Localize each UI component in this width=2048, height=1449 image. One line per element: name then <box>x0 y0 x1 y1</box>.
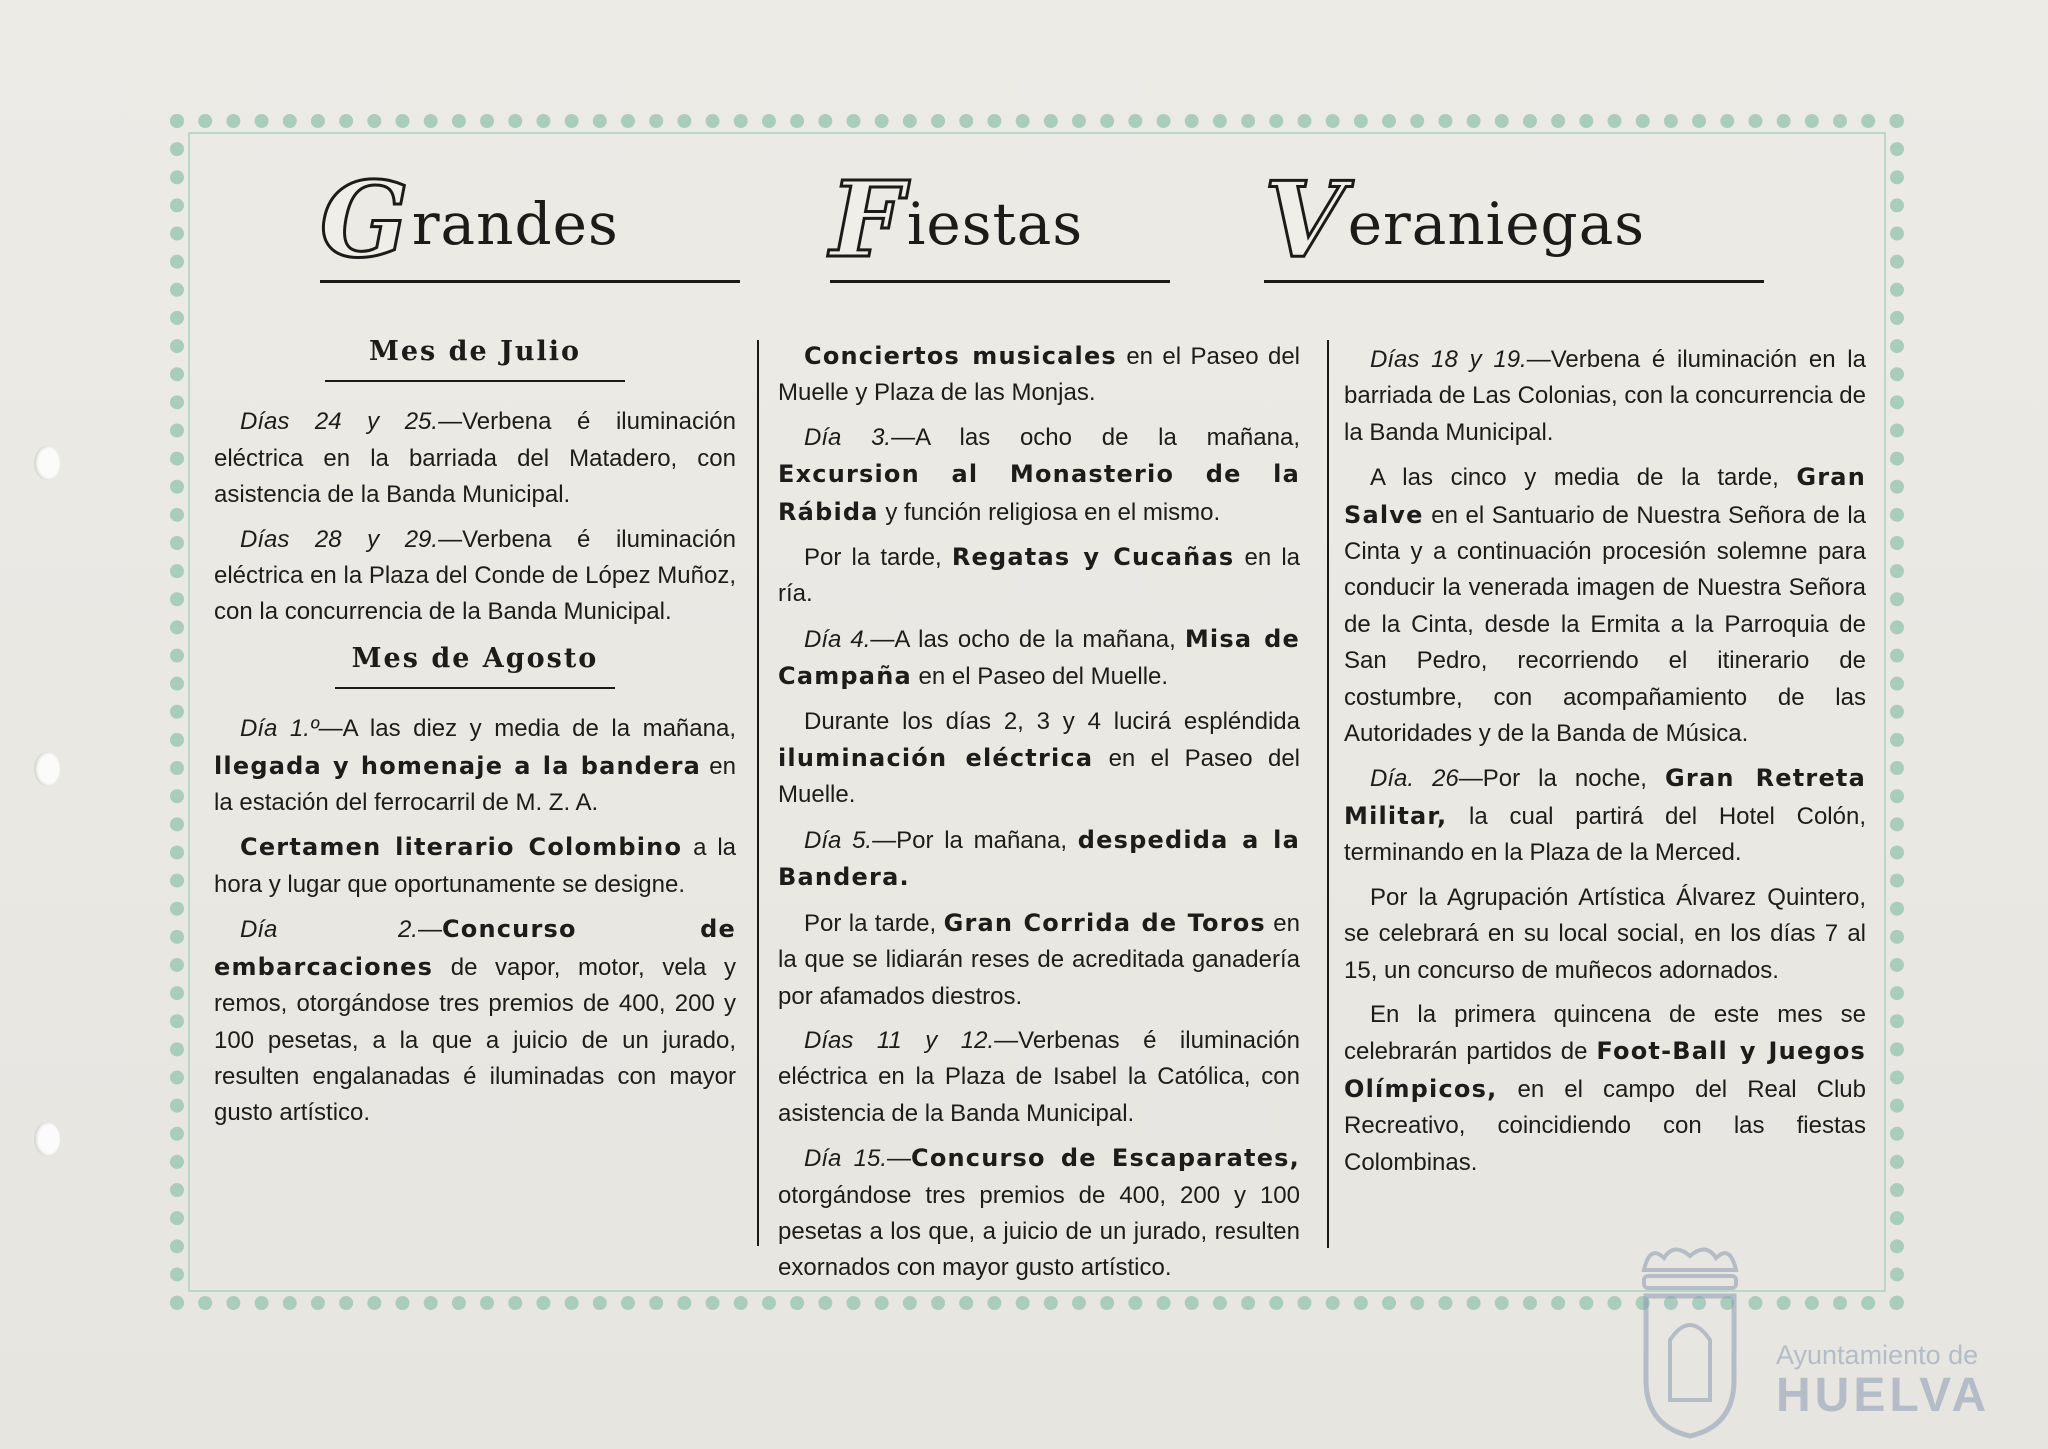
column-divider <box>757 340 759 1246</box>
title-word-grandes: Grandes <box>320 168 740 283</box>
paragraph: Por la Agrupación Artística Álvarez Quintero, se celebrará en su local social, en los días 7 al 15, un concurso de muñecos adornados. <box>1344 883 1866 984</box>
paragraph: Días 11 y 12.—Verbenas é iluminación eléctrica en la Plaza de Isabel la Católica, con asistencia de la Banda Municipal. <box>778 1026 1300 1127</box>
section-heading-julio: Mes de Julio <box>325 334 625 382</box>
paragraph: Días 18 y 19.—Verbena é iluminación en la barriada de Las Colonias, con la concurrencia de la Banda Municipal. <box>1344 346 1866 446</box>
paragraph: Día 3.—A las ocho de la mañana, Excursion al Monasterio de la Rábida y función religiosa en el mismo. <box>778 423 1300 526</box>
paragraph: Día 1.º—A las diez y media de la mañana, llegada y homenaje a la bandera en la estación del ferrocarril de M. Z. A. <box>214 715 736 817</box>
watermark-line-2: HUELVA <box>1776 1369 1991 1422</box>
column-1 <box>214 334 736 1140</box>
paragraph: Días 24 y 25.—Verbena é iluminación eléctrica en la barriada del Matadero, con asistencia de la Banda Municipal. <box>214 408 737 509</box>
ayuntamiento-huelva-watermark <box>1630 1240 1991 1440</box>
paragraph: Por la tarde, Regatas y Cucañas en la ría. <box>778 543 1300 608</box>
ornate-initial: G <box>320 158 410 281</box>
coat-of-arms-icon <box>1630 1240 1750 1440</box>
paragraph: A las cinco y media de la tarde, Gran Salve en el Santuario de Nuestra Señora de la Cinta y a continuación procesión solemne para conducir la venerada imagen de Nuestra Señora de la Cinta, desde la Ermita a la Parroquia de San Pedro, recorriendo el itinerario de costumbre, con acompañamiento de las Autoridades y de la Banda de Música. <box>1344 463 1866 748</box>
column-3 <box>1344 342 1866 1189</box>
paragraph: Día. 26—Por la noche, Gran Retreta Militar, la cual partirá del Hotel Colón, terminando en la Plaza de la Merced. <box>1344 764 1866 867</box>
paragraph: Durante los días 2, 3 y 4 lucirá espléndida iluminación eléctrica en el Paseo del Muelle. <box>778 707 1301 809</box>
column-2 <box>778 338 1300 1295</box>
paragraph: Certamen literario Colombino a la hora y lugar que oportunamente se designe. <box>214 833 736 898</box>
watermark-line-1: Ayuntamiento de <box>1776 1340 1979 1370</box>
paragraph: Por la tarde, Gran Corrida de Toros en la que se lidiarán reses de acreditada ganadería por afamados diestros. <box>778 908 1301 1010</box>
section-heading-agosto: Mes de Agosto <box>335 641 615 689</box>
ornate-initial: V <box>1264 158 1346 281</box>
binder-hole <box>34 1122 60 1156</box>
page-title <box>320 158 1770 288</box>
paragraph: Día 2.—Concurso de embarcaciones de vapor, motor, vela y remos, otorgándose tres premios de 400, 200 y 100 pesetas, a la que a juicio de un jurado, resulten engalanadas é iluminadas con mayor gusto artístico. <box>214 915 736 1127</box>
binder-hole <box>34 752 60 786</box>
column-divider <box>1327 340 1329 1248</box>
paragraph: Día 15.—Concurso de Escaparates, otorgándose tres premios de 400, 200 y 100 pesetas a los que, a juicio de un jurado, resulten exornados con mayor gusto artístico. <box>778 1144 1300 1282</box>
paragraph: Día 5.—Por la mañana, despedida a la Bandera. <box>778 825 1300 892</box>
ornate-initial: F <box>830 158 905 281</box>
paragraph: Días 28 y 29.—Verbena é iluminación eléctrica en la Plaza del Conde de López Muñoz, con la concurrencia de la Banda Municipal. <box>214 525 737 626</box>
title-word-veraniegas: Veraniegas <box>1264 168 1764 283</box>
paragraph: En la primera quincena de este mes se celebrarán partidos de Foot-Ball y Juegos Olímpicos, en el campo del Real Club Recreativo, coincidiendo con las fiestas Colombinas. <box>1344 1000 1866 1176</box>
binder-hole <box>34 446 60 480</box>
paragraph: Día 4.—A las ocho de la mañana, Misa de Campaña en el Paseo del Muelle. <box>778 624 1301 691</box>
paragraph: Conciertos musicales en el Paseo del Muelle y Plaza de las Monjas. <box>778 342 1301 407</box>
title-word-fiestas: Fiestas <box>830 168 1170 283</box>
